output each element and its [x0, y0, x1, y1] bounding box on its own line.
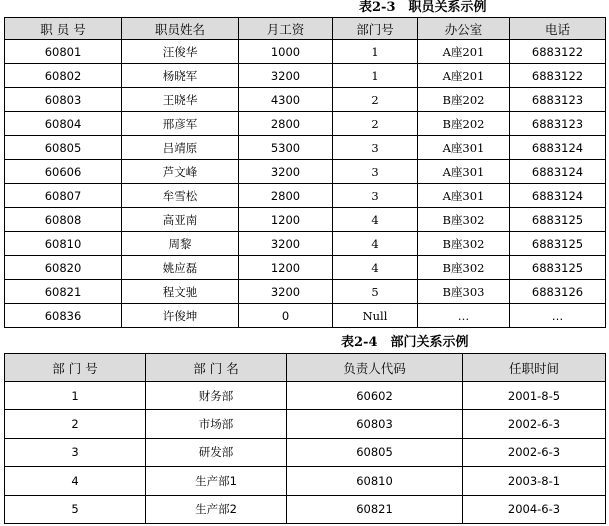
table2-cell-dept-name: 财务部 [146, 382, 287, 410]
table2-cell-dept-id: 3 [5, 438, 146, 466]
table1-cell-phone: 6883126 [510, 280, 606, 304]
table1-cell-dept-id: 3 [333, 184, 418, 208]
table1-cell-phone: 6883123 [510, 88, 606, 112]
employee-table [4, 17, 606, 328]
table1-cell-office: B座202 [418, 112, 510, 136]
table2-header-manager-id: 负责人代码 [287, 354, 463, 382]
table1-cell-office: B座303 [418, 280, 510, 304]
table2-cell-dept-name: 市场部 [146, 410, 287, 438]
table1-cell-employee-name: 高亚南 [122, 208, 239, 232]
table-row [5, 410, 606, 438]
table-row [5, 136, 606, 160]
table1-cell-employee-name: 姚应磊 [122, 256, 239, 280]
table1-header-employee-id: 职 员 号 [5, 18, 122, 40]
table2-cell-manager-id: 60821 [287, 495, 463, 523]
table1-cell-dept-id: 1 [333, 64, 418, 88]
table2-cell-dept-id: 4 [5, 467, 146, 495]
table1-cell-employee-name: 芦文峰 [122, 160, 239, 184]
table1-cell-dept-id: 3 [333, 136, 418, 160]
table1-cell-employee-id: 60821 [5, 280, 122, 304]
table2-header-appointed-date: 任职时间 [463, 354, 606, 382]
table1-header-office: 办公室 [418, 18, 510, 40]
table1-cell-employee-id: 60804 [5, 112, 122, 136]
table1-cell-dept-id: 4 [333, 256, 418, 280]
table-row [5, 382, 606, 410]
table-row [5, 438, 606, 466]
table1-caption: 表2-3 职员关系示例 [359, 0, 487, 15]
table-row [5, 184, 606, 208]
table1-cell-office: B座202 [418, 88, 510, 112]
table2-cell-appointed-date: 2002-6-3 [463, 438, 606, 466]
table1-cell-dept-id: 1 [333, 40, 418, 64]
table1-cell-salary: 2800 [239, 112, 333, 136]
table1-cell-dept-id: 2 [333, 112, 418, 136]
table2-cell-appointed-date: 2001-8-5 [463, 382, 606, 410]
table1-cell-salary: 4300 [239, 88, 333, 112]
table2-cell-dept-name: 研发部 [146, 438, 287, 466]
table1-header-salary: 月工资 [239, 18, 333, 40]
table1-cell-employee-name: 程文驰 [122, 280, 239, 304]
table1-cell-office: B座302 [418, 208, 510, 232]
table1-cell-office: B座302 [418, 256, 510, 280]
table2-cell-dept-id: 1 [5, 382, 146, 410]
table1-cell-office: … [418, 304, 510, 328]
table1-cell-employee-id: 60803 [5, 88, 122, 112]
table-row [5, 40, 606, 64]
table1-cell-salary: 1000 [239, 40, 333, 64]
table-row [5, 495, 606, 523]
table1-cell-employee-name: 邢彦军 [122, 112, 239, 136]
table1-cell-office: A座301 [418, 184, 510, 208]
table1-cell-office: A座201 [418, 40, 510, 64]
table1-cell-salary: 2800 [239, 184, 333, 208]
table1-cell-phone: 6883125 [510, 208, 606, 232]
table1-cell-phone: 6883125 [510, 232, 606, 256]
table1-cell-employee-id: 60808 [5, 208, 122, 232]
table1-cell-employee-name: 周黎 [122, 232, 239, 256]
table1-header-phone: 电话 [510, 18, 606, 40]
table1-cell-phone: 6883124 [510, 136, 606, 160]
table1-cell-office: A座201 [418, 64, 510, 88]
table1-cell-employee-name: 王晓华 [122, 88, 239, 112]
table2-cell-manager-id: 60803 [287, 410, 463, 438]
table-row [5, 64, 606, 88]
table1-cell-salary: 3200 [239, 232, 333, 256]
employee-table-header [5, 18, 606, 40]
table2-cell-appointed-date: 2004-6-3 [463, 495, 606, 523]
table-row [5, 112, 606, 136]
table-row [5, 208, 606, 232]
table1-cell-phone: 6883123 [510, 112, 606, 136]
table-row [5, 280, 606, 304]
table1-cell-employee-name: 杨晓军 [122, 64, 239, 88]
table2-cell-appointed-date: 2003-8-1 [463, 467, 606, 495]
table1-cell-salary: 0 [239, 304, 333, 328]
table1-cell-employee-id: 60820 [5, 256, 122, 280]
table2-cell-manager-id: 60805 [287, 438, 463, 466]
table1-cell-dept-id: 4 [333, 208, 418, 232]
table2-cell-dept-id: 2 [5, 410, 146, 438]
table1-cell-salary: 1200 [239, 256, 333, 280]
table1-cell-employee-id: 60802 [5, 64, 122, 88]
table1-cell-employee-id: 60836 [5, 304, 122, 328]
table1-cell-phone: 6883122 [510, 40, 606, 64]
table-row [5, 160, 606, 184]
table1-cell-dept-id: 4 [333, 232, 418, 256]
table1-cell-office: B座302 [418, 232, 510, 256]
table1-cell-phone: 6883124 [510, 184, 606, 208]
table1-cell-salary: 5300 [239, 136, 333, 160]
table1-cell-dept-id: Null [333, 304, 418, 328]
table2-cell-dept-name: 生产部1 [146, 467, 287, 495]
table1-cell-salary: 1200 [239, 208, 333, 232]
table1-cell-employee-name: 许俊坤 [122, 304, 239, 328]
table1-header-dept-id: 部门号 [333, 18, 418, 40]
table1-cell-employee-id: 60606 [5, 160, 122, 184]
table1-cell-phone: … [510, 304, 606, 328]
table1-cell-salary: 3200 [239, 64, 333, 88]
table2-cell-dept-name: 生产部2 [146, 495, 287, 523]
table-row [5, 232, 606, 256]
table2-caption: 表2-4 部门关系示例 [341, 335, 469, 350]
table2-cell-dept-id: 5 [5, 495, 146, 523]
table2-cell-manager-id: 60602 [287, 382, 463, 410]
table1-cell-employee-name: 汪俊华 [122, 40, 239, 64]
table1-cell-employee-id: 60801 [5, 40, 122, 64]
table1-cell-dept-id: 5 [333, 280, 418, 304]
department-table-header [5, 354, 606, 382]
table1-header-employee-name: 职员姓名 [122, 18, 239, 40]
table1-cell-employee-id: 60810 [5, 232, 122, 256]
table1-cell-office: A座301 [418, 136, 510, 160]
table1-cell-dept-id: 2 [333, 88, 418, 112]
table-row [5, 467, 606, 495]
table1-cell-office: A座301 [418, 160, 510, 184]
department-table [4, 353, 606, 524]
table-row [5, 304, 606, 328]
table2-cell-manager-id: 60810 [287, 467, 463, 495]
table2-header-dept-name: 部 门 名 [146, 354, 287, 382]
table-row [5, 88, 606, 112]
table1-cell-phone: 6883122 [510, 64, 606, 88]
table-row [5, 256, 606, 280]
table1-cell-phone: 6883125 [510, 256, 606, 280]
table1-cell-dept-id: 3 [333, 160, 418, 184]
table1-cell-phone: 6883124 [510, 160, 606, 184]
table1-cell-employee-name: 牟雪松 [122, 184, 239, 208]
table1-cell-employee-id: 60805 [5, 136, 122, 160]
table2-cell-appointed-date: 2002-6-3 [463, 410, 606, 438]
table1-cell-employee-id: 60807 [5, 184, 122, 208]
table2-header-dept-id: 部 门 号 [5, 354, 146, 382]
table1-cell-employee-name: 吕靖原 [122, 136, 239, 160]
table1-cell-salary: 3200 [239, 160, 333, 184]
table1-cell-salary: 3200 [239, 280, 333, 304]
